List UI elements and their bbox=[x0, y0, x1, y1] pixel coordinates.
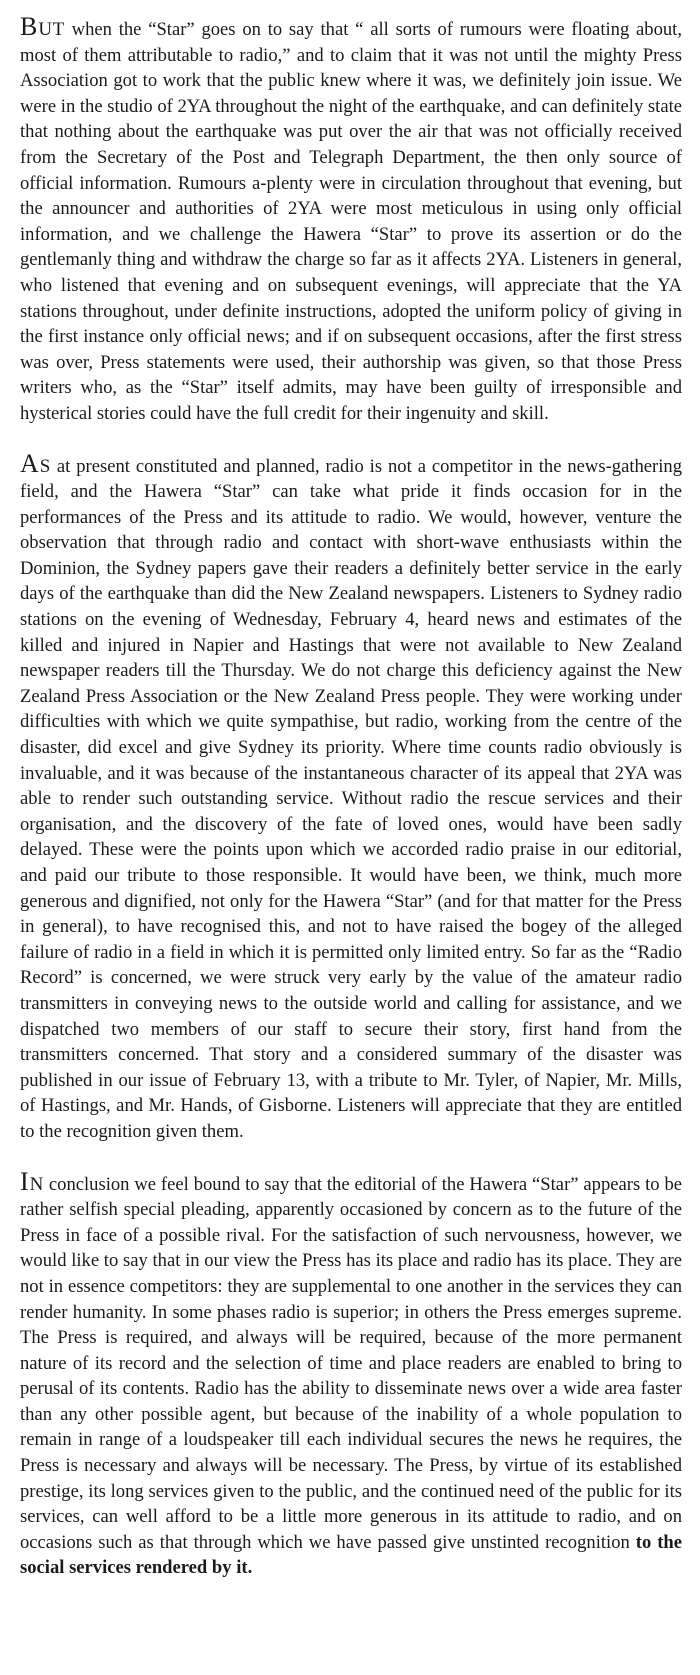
paragraph-2-text: at present constituted and planned, radio is not a competitor in the news-gathering field, and the Hawera “Star” can take what pride it finds occasion for in the performances of the Press and its attitude to radio. We would, however, venture the observation that through radio and contact with short-wave enthusiasts within the Dominion, the Sydney papers gave their readers a definitely better service in the early days of the earthquake than did the New Zealand newspapers. Listeners to Sydney radio stations on the evening of Wednesday, February 4, heard news and estimates of the killed and injured in Napier and Hastings that were not available to New Zealand newspaper readers till the Thursday. We do not charge this deficiency against the New Zealand Press Association or the New Zealand Press people. They were working under difficulties with which we quite sympathise, but radio, working from the centre of the disaster, did excel and give Sydney its priority. Where time counts radio obviously is invaluable, and it was because of the instantaneous character of its appeal that 2YA was able to render such outstanding service. Without radio the rescue services and their organisation, and the discovery of the fate of loved ones, would have been sadly delayed. These were the points upon which we accorded radio praise in our editorial, and paid our tribute to those responsible. It would have been, we think, much more generous and dignified, not only for the Hawera “Star” (and for that matter for the Press in general), to have recognised this, and not to have raised the bogey of the alleged failure of radio in a field in which it is permitted only limited entry. So far as the “Radio Record” is concerned, we were struck very early by the value of the amateur radio transmitters in conveying news to the outside world and calling for assistance, and we dispatched two members of our staff to secure their story, first hand from the transmitters concerned. That story and a considered summary of the disaster was published in our issue of February 13, with a tribute to Mr. Tyler, of Napier, Mr. Mills, of Hastings, and Mr. Hands, of Gisborne. Listeners will appreciate that they are entitled to the recognition given them. bbox=[20, 455, 682, 1142]
lead-2: S bbox=[39, 455, 51, 477]
dropcap-2: A bbox=[20, 448, 40, 478]
dropcap-3: I bbox=[20, 1166, 30, 1196]
article-page bbox=[20, 14, 682, 1581]
lead-1: UT bbox=[38, 19, 65, 40]
paragraph-2 bbox=[20, 448, 682, 1145]
lead-3: N bbox=[29, 1173, 44, 1195]
paragraph-1-text: when the “Star” goes on to say that “ all sorts of rumours were floating about, most of them attributable to radio,” and to claim that it was not until the mighty Press Association got to work that the public knew where it was, we definitely join issue. We were in the studio of 2YA throughout the night of the earthquake, and can definitely state that nothing about the earthquake was put over the air that was not officially received from the Secretary of the Post and Telegraph Department, the then only source of official information. Rumours a-plenty were in circulation throughout that evening, but the announcer and authorities of 2YA were most meticulous in using only official information, and we challenge the Hawera “Star” to prove its assertion or do the gentlemanly thing and withdraw the charge so far as it affects 2YA. Listeners in general, who listened that evening and on subsequent evenings, will appreciate that the YA stations throughout, under definite instructions, adopted the uniform policy of giving in the first instance only official news; and if on subsequent occasions, after the first stress was over, Press statements were used, their authorship was given, so that those Press writers who, as the “Star” itself admits, may have been guilty of irresponsible and hysterical stories could have the full credit for their ingenuity and skill. bbox=[20, 19, 682, 424]
paragraph-3-bold-end: to the social services rendered by it. bbox=[20, 1531, 682, 1579]
dropcap-1: B bbox=[20, 12, 39, 41]
paragraph-3-text: conclusion we feel bound to say that the editorial of the Hawera “Star” appears to be rather selfish special pleading, apparently occasioned by concern as to the future of the Press in face of a possible rival. For the satisfaction of such nervousness, however, we would like to say that in our view the Press has its place and radio has its place. They are not in essence competitors: they are supplemental to one another in the services they can render humanity. In some phases radio is superior; in others the Press emerges supreme. The Press is required, and always will be required, because of the more permanent nature of its record and the selection of time and place readers are enabled to bring to perusal of its contents. Radio has the ability to disseminate news over a wide area faster than any other possible agent, but because of the inability of a whole population to remain in range of a loudspeaker till each individual secures the news he requires, the Press is necessary and always will be necessary. The Press, by virtue of its established prestige, its long services given to the public, and the continued need of the public for its services, can well afford to be a little more generous in its attitude to radio, and on occasions such as that through which we have passed give unstinted recognition bbox=[20, 1173, 682, 1553]
paragraph-1 bbox=[20, 14, 682, 427]
paragraph-3 bbox=[20, 1166, 682, 1582]
